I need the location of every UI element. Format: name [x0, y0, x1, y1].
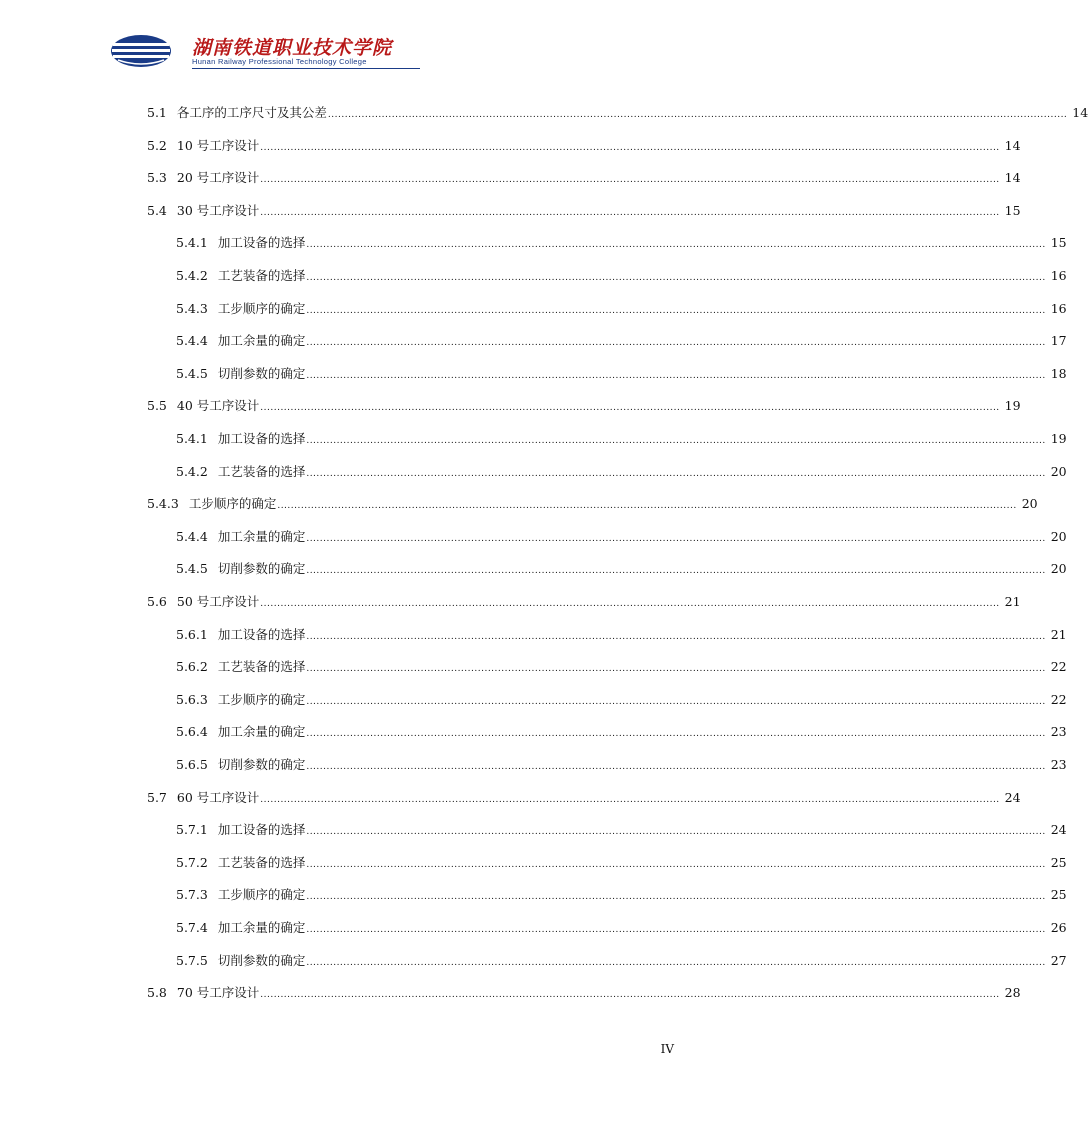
toc-leader-dots: ............................................................................................................................................................................................................................ — [327, 110, 1068, 120]
toc-leader-dots: ............................................................................................................................................................................................................................ — [306, 892, 1046, 903]
college-header — [110, 30, 430, 72]
toc-entry-title: 切削参数的确定 — [217, 952, 306, 968]
toc-entry[interactable] — [176, 558, 1067, 580]
toc-entry-page: 25 — [1050, 887, 1067, 903]
toc-entry-title: 50 号工序设计 — [176, 594, 260, 609]
page-number: IV — [660, 1042, 674, 1056]
toc-entry-page: 20 — [1050, 463, 1067, 479]
toc-entry-page: 21 — [1050, 626, 1067, 642]
toc-leader-dots: ............................................................................................................................................................................................................................ — [260, 142, 1000, 153]
toc-entry-page: 16 — [1050, 300, 1067, 316]
toc-entry-title: 工艺装备的选择 — [217, 659, 306, 675]
toc-entry-title: 30 号工序设计 — [176, 202, 260, 218]
toc-entry-title: 切削参数的确定 — [217, 757, 306, 772]
toc-entry[interactable] — [147, 135, 1021, 157]
toc-entry-number: 5.4 — [147, 202, 167, 218]
toc-entry-number: 5.7.3 — [176, 887, 208, 903]
toc-entry[interactable] — [176, 689, 1067, 711]
toc-entry-page: 16 — [1050, 268, 1067, 283]
toc-entry-number: 5.4.1 — [176, 235, 208, 251]
toc-entry-title: 10 号工序设计 — [176, 137, 260, 153]
college-name-cn: 湖南铁道职业技术学院 — [192, 37, 393, 59]
toc-entry-number: 5.4.3 — [147, 496, 179, 512]
toc-leader-dots: ............................................................................................................................................................................................................................ — [306, 729, 1046, 740]
toc-entry[interactable] — [147, 395, 1021, 417]
toc-entry[interactable] — [176, 721, 1067, 743]
toc-entry-page: 14 — [1004, 170, 1021, 186]
toc-entry-title: 工艺装备的选择 — [217, 463, 306, 479]
toc-entry[interactable] — [176, 950, 1067, 972]
toc-entry-page: 14 — [1004, 137, 1021, 153]
toc-entry-page: 20 — [1021, 496, 1038, 512]
college-logo-icon — [110, 34, 172, 68]
toc-leader-dots: ............................................................................................................................................................................................................................ — [306, 370, 1046, 381]
toc-leader-dots: ............................................................................................................................................................................................................................ — [306, 468, 1046, 479]
toc-entry[interactable] — [176, 265, 1067, 287]
toc-leader-dots: ............................................................................................................................................................................................................................ — [260, 403, 1000, 414]
toc-leader-dots: ............................................................................................................................................................................................................................ — [260, 175, 1000, 186]
toc-entry-number: 5.6 — [147, 594, 167, 609]
college-name-en: Hunan Railway Professional Technology College — [192, 57, 367, 66]
toc-entry-title: 加工余量的确定 — [217, 528, 306, 544]
toc-leader-dots: ............................................................................................................................................................................................................................ — [260, 207, 1000, 218]
toc-entry-page: 24 — [1004, 789, 1021, 805]
toc-leader-dots: ............................................................................................................................................................................................................................ — [306, 859, 1046, 870]
toc-entry-number: 5.7.5 — [176, 952, 208, 968]
toc-entry-page: 21 — [1004, 594, 1021, 609]
toc-leader-dots: ............................................................................................................................................................................................................................ — [306, 664, 1046, 675]
toc-entry[interactable] — [176, 852, 1067, 874]
toc-entry[interactable] — [176, 298, 1067, 320]
toc-entry-page: 26 — [1050, 920, 1067, 935]
toc-entry-page: 19 — [1050, 431, 1067, 446]
toc-entry-number: 5.8 — [147, 985, 167, 1001]
toc-leader-dots: ............................................................................................................................................................................................................................ — [306, 436, 1046, 446]
toc-entry-title: 各工序的工序尺寸及其公差 — [176, 105, 327, 120]
toc-leader-dots: ............................................................................................................................................................................................................................ — [306, 273, 1046, 283]
toc-entry[interactable] — [176, 461, 1067, 483]
toc-entry-number: 5.7.2 — [176, 854, 208, 870]
toc-entry[interactable] — [176, 363, 1067, 385]
toc-entry-number: 5.7 — [147, 789, 167, 805]
toc-entry-number: 5.6.4 — [176, 724, 208, 740]
toc-entry-number: 5.4.3 — [176, 300, 208, 316]
toc-entry-title: 切削参数的确定 — [217, 365, 306, 381]
toc-entry-page: 19 — [1004, 398, 1021, 414]
toc-entry[interactable] — [176, 917, 1067, 939]
toc-entry-number: 5.4.2 — [176, 268, 208, 283]
toc-entry-page: 17 — [1050, 333, 1067, 349]
toc-entry[interactable] — [147, 102, 1088, 124]
toc-entry-number: 5.4.2 — [176, 463, 208, 479]
toc-leader-dots: ............................................................................................................................................................................................................................ — [306, 566, 1046, 577]
toc-entry-title: 20 号工序设计 — [176, 170, 260, 186]
toc-entry-title: 加工设备的选择 — [217, 235, 306, 251]
toc-entry-title: 加工余量的确定 — [217, 333, 306, 349]
toc-entry-number: 5.4.5 — [176, 561, 208, 577]
toc-entry-number: 5.5 — [147, 398, 167, 414]
toc-entry-title: 工步顺序的确定 — [188, 496, 277, 512]
toc-entry-title: 工步顺序的确定 — [217, 691, 306, 707]
toc-entry-number: 5.4.1 — [176, 431, 208, 446]
toc-entry[interactable] — [147, 591, 1021, 613]
toc-entry-page: 27 — [1050, 952, 1067, 968]
toc-leader-dots: ............................................................................................................................................................................................................................ — [306, 240, 1046, 251]
toc-entry-title: 切削参数的确定 — [217, 561, 306, 577]
toc-entry[interactable] — [176, 754, 1067, 776]
toc-entry-number: 5.6.2 — [176, 659, 208, 675]
toc-entry-title: 70 号工序设计 — [176, 985, 260, 1001]
toc-entry-title: 60 号工序设计 — [176, 789, 260, 805]
toc-entry[interactable] — [176, 428, 1067, 450]
toc-leader-dots: ............................................................................................................................................................................................................................ — [306, 533, 1046, 544]
toc-entry-number: 5.6.3 — [176, 691, 208, 707]
toc-entry-number: 5.1 — [147, 105, 167, 120]
toc-entry-number: 5.6.5 — [176, 757, 208, 772]
toc-entry-page: 15 — [1050, 235, 1067, 251]
toc-entry-title: 加工设备的选择 — [217, 822, 306, 838]
toc-leader-dots: ............................................................................................................................................................................................................................ — [306, 827, 1046, 838]
toc-entry[interactable] — [147, 493, 1038, 515]
toc-entry[interactable] — [176, 656, 1067, 678]
toc-entry-title: 加工设备的选择 — [217, 626, 306, 642]
toc-entry-page: 15 — [1004, 202, 1021, 218]
toc-leader-dots: ............................................................................................................................................................................................................................ — [306, 762, 1046, 772]
toc-entry-number: 5.4.4 — [176, 333, 208, 349]
toc-entry[interactable] — [176, 232, 1067, 254]
toc-entry-title: 40 号工序设计 — [176, 398, 260, 414]
toc-entry-number: 5.3 — [147, 170, 167, 186]
toc-entry-page: 14 — [1072, 105, 1088, 120]
toc-entry-number: 5.2 — [147, 137, 167, 153]
toc-entry-page: 22 — [1050, 691, 1067, 707]
toc-leader-dots: ............................................................................................................................................................................................................................ — [277, 501, 1017, 512]
toc-entry-page: 22 — [1050, 659, 1067, 675]
toc-entry-title: 加工设备的选择 — [217, 431, 306, 446]
toc-entry-title: 工艺装备的选择 — [217, 268, 306, 283]
toc-entry-page: 20 — [1050, 528, 1067, 544]
toc-entry-number: 5.7.4 — [176, 920, 208, 935]
header-rule — [192, 68, 420, 69]
toc-entry[interactable] — [176, 330, 1067, 352]
toc-entry-page: 25 — [1050, 854, 1067, 870]
toc-entry[interactable] — [176, 624, 1067, 646]
toc-entry-number: 5.4.5 — [176, 365, 208, 381]
toc-entry[interactable] — [176, 884, 1067, 906]
toc-entry-page: 23 — [1050, 724, 1067, 740]
toc-entry-number: 5.6.1 — [176, 626, 208, 642]
toc-leader-dots: ............................................................................................................................................................................................................................ — [260, 990, 1000, 1001]
toc-leader-dots: ............................................................................................................................................................................................................................ — [306, 957, 1046, 968]
toc-leader-dots: ............................................................................................................................................................................................................................ — [306, 338, 1046, 349]
toc-leader-dots: ............................................................................................................................................................................................................................ — [260, 599, 1000, 609]
toc-entry[interactable] — [147, 787, 1021, 809]
toc-leader-dots: ............................................................................................................................................................................................................................ — [306, 925, 1046, 935]
toc-entry[interactable] — [176, 819, 1067, 841]
toc-entry[interactable] — [147, 200, 1021, 222]
toc-entry-page: 18 — [1050, 365, 1067, 381]
toc-entry-title: 加工余量的确定 — [217, 724, 306, 740]
toc-leader-dots: ............................................................................................................................................................................................................................ — [306, 631, 1046, 642]
toc-entry-number: 5.4.4 — [176, 528, 208, 544]
toc-entry-page: 20 — [1050, 561, 1067, 577]
toc-entry-page: 28 — [1004, 985, 1021, 1001]
toc-entry-title: 加工余量的确定 — [217, 920, 306, 935]
toc-entry-page: 23 — [1050, 757, 1067, 772]
toc-entry[interactable] — [147, 167, 1021, 189]
toc-entry[interactable] — [147, 982, 1021, 1004]
toc-entry-number: 5.7.1 — [176, 822, 208, 838]
toc-entry-title: 工步顺序的确定 — [217, 887, 306, 903]
toc-entry-page: 24 — [1050, 822, 1067, 838]
toc-entry[interactable] — [176, 526, 1067, 548]
toc-leader-dots: ............................................................................................................................................................................................................................ — [306, 696, 1046, 707]
toc-entry-title: 工步顺序的确定 — [217, 300, 306, 316]
toc-leader-dots: ............................................................................................................................................................................................................................ — [260, 794, 1000, 805]
toc-leader-dots: ............................................................................................................................................................................................................................ — [306, 305, 1046, 316]
toc-entry-title: 工艺装备的选择 — [217, 854, 306, 870]
